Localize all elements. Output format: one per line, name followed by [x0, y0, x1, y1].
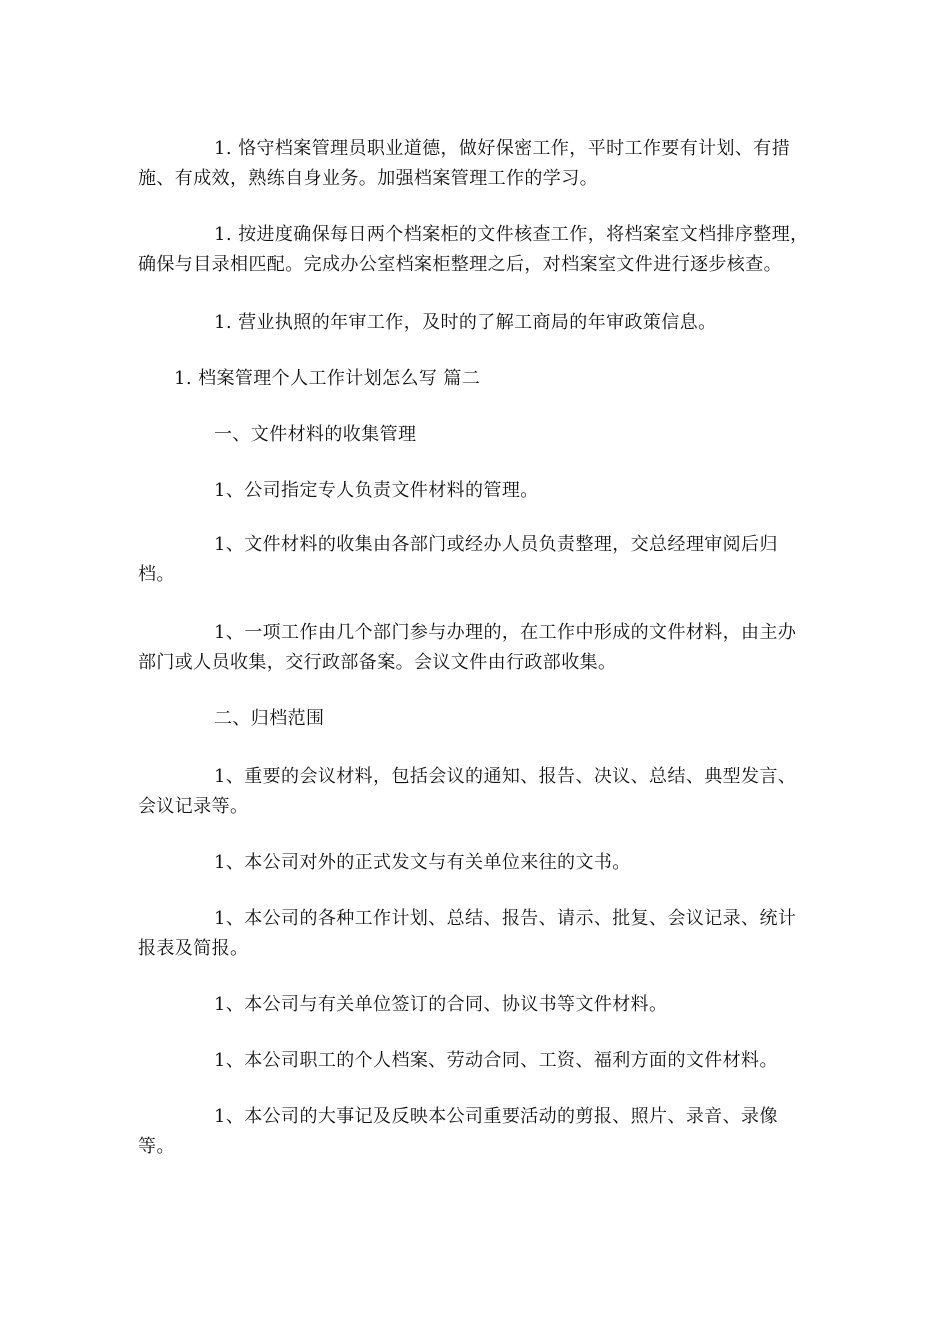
paragraph-meeting-materials: 1、重要的会议材料，包括会议的通知、报告、决议、总结、典型发言、会议记录等。: [138, 766, 797, 817]
heading-archive-scope: 二、归档范围: [214, 708, 325, 729]
paragraph-duty-ethics: 1. 恪守档案管理员职业道德，做好保密工作，平时工作要有计划、有措施、有成效，熟练自身业务。加强档案管理工作的学习。: [138, 138, 791, 189]
paragraph-chronicle-media: 1、本公司的大事记及反映本公司重要活动的剪报、照片、录音、录像等。: [138, 1106, 778, 1157]
paragraph-license-review: 1. 营业执照的年审工作，及时的了解工商局的年审政策信息。: [214, 312, 717, 333]
paragraph-contracts: 1、本公司与有关单位签订的合同、协议书等文件材料。: [214, 994, 668, 1015]
paragraph-multi-department: 1、一项工作由几个部门参与办理的，在工作中形成的文件材料，由主办部门或人员收集，交行政部备案。会议文件由行政部收集。: [138, 622, 797, 673]
section-title-part-two: 1. 档案管理个人工作计划怎么写 篇二: [174, 368, 481, 389]
heading-collection-management: 一、文件材料的收集管理: [214, 424, 417, 445]
paragraph-work-plans: 1、本公司的各种工作计划、总结、报告、请示、批复、会议记录、统计报表及简报。: [138, 908, 797, 959]
paragraph-department-collection: 1、文件材料的收集由各部门或经办人员负责整理，交总经理审阅后归档。: [138, 534, 778, 585]
paragraph-official-documents: 1、本公司对外的正式发文与有关单位来往的文书。: [214, 852, 631, 873]
paragraph-personnel-files: 1、本公司职工的个人档案、劳动合同、工资、福利方面的文件材料。: [214, 1050, 778, 1071]
paragraph-cabinet-check: 1. 按进度确保每日两个档案柜的文件核查工作，将档案室文档排序整理，确保与目录相匹配。完成办公室档案柜整理之后，对档案室文件进行逐步核查。: [138, 224, 809, 275]
paragraph-designated-staff: 1、公司指定专人负责文件材料的管理。: [214, 480, 539, 501]
